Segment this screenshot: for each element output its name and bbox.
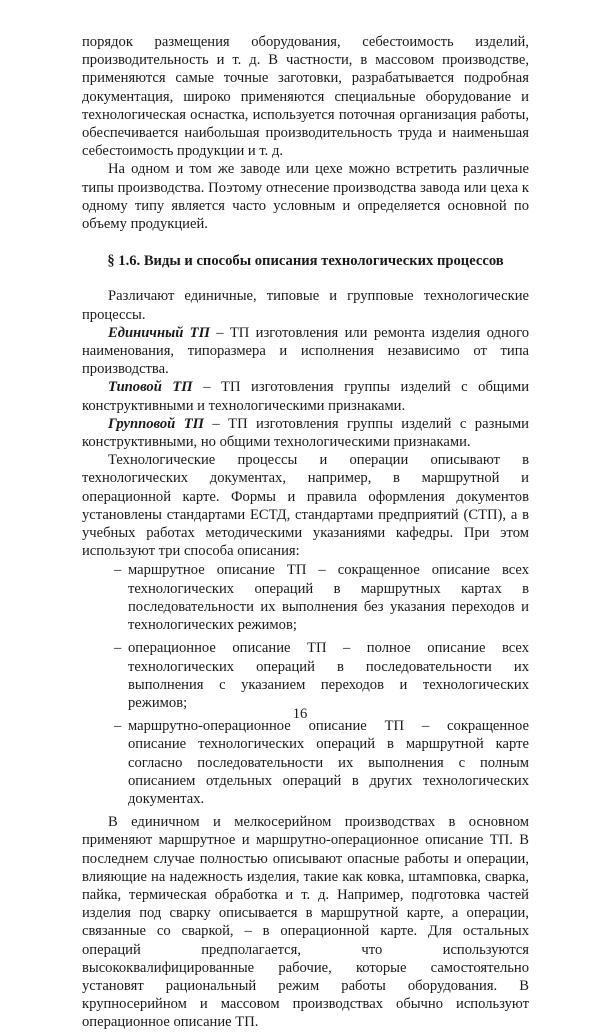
dash-marker: – (114, 640, 122, 657)
definition-term: Типовой ТП (108, 379, 193, 396)
paragraph-production-usage: В единичном и мелкосерийном производствах в основном применяют маршрутное и маршрутно-операционное описание ТП. В последнем случае полностью описывают опасные работы и операции, влияющие на надежность изделия, такие как ковка, штамповка, сварка, пайка, термическая обработка и т. д. Например, подготовка частей изделия под сварку описывается в маршрутной карте, а операции, связанные со сваркой, – в операционной карте. Для остальных операций предполагается, что используются высококвалифицированные рабочие, которые самостоятельно установят рациональный режим работы оборудования. В крупносерийном и массовом производствах обычно используют операционное описание ТП. (82, 814, 529, 1031)
paragraph-production-types-end: порядок размещения оборудования, себестоимость изделий, производительность и т. д. В частности, в массовом производстве, применяются самые точные заготовки, разрабатывается подробная документация, широко применяются специальные оборудование и технологическая оснастка, используется поточная организация работы, обеспечивается наибольшая производительность труда и наименьшая себестоимость продукции и т. д. (82, 34, 529, 160)
page-number: 16 (292, 706, 308, 722)
list-item (116, 561, 529, 634)
section-heading: § 1.6. Виды и способы описания технологических процессов (107, 253, 504, 270)
dash-marker: – (114, 562, 122, 579)
definition-single-tp (82, 324, 529, 379)
list-item (116, 717, 529, 808)
definition-typical-tp (82, 378, 529, 414)
paragraph-tp-kinds: Различают единичные, типовые и групповые технологические процессы. (82, 288, 529, 323)
list-item-text: маршрутно-операционное описание ТП – сокращенное описание технологических операций в маршрутной карте согласно последовательности их выполнения с полным описанием отдельных операций в других технологических документах. (128, 718, 529, 807)
definition-text: – ТП изготовления группы изделий с общими конструктивными и технологическими признаками. (82, 379, 530, 414)
list-item-text: маршрутное описание ТП – сокращенное описание всех технологических операций в маршрутных картах в последовательности их выполнения без указания переходов и технологических режимов; (128, 562, 529, 634)
paragraph-production-mixed: На одном и том же заводе или цехе можно встретить различные типы производства. Поэтому отнесение производства завода или цеха к одному типу является часто условным и определяется основной по объему продукцией. (82, 161, 529, 233)
definition-group-tp (82, 415, 529, 451)
list-item-text: операционное описание ТП – полное описание всех технологических операций в последовательности их выполнения с указанием переходов и технологических режимов; (128, 640, 529, 711)
list-item (116, 639, 529, 712)
definition-term: Групповой ТП (108, 415, 204, 432)
definition-term: Единичный ТП (108, 324, 210, 341)
dash-marker: – (114, 718, 122, 735)
paragraph-documents: Технологические процессы и операции описывают в технологических документах, например, в маршрутной и операционной карте. Формы и правила оформления документов установлены стандартами ЕСТД, стандартами предприятий (СТП), а в учебных работах методическими указаниями кафедры. При этом используют три способа описания: (82, 452, 529, 560)
definition-text: – ТП изготовления или ремонта изделия одного наименования, типоразмера и исполнения независимо от типа производства. (82, 324, 529, 378)
description-methods-list (82, 561, 529, 808)
definition-text: – ТП изготовления группы изделий с разными конструктивными, но общими технологическими признаками. (82, 415, 529, 451)
